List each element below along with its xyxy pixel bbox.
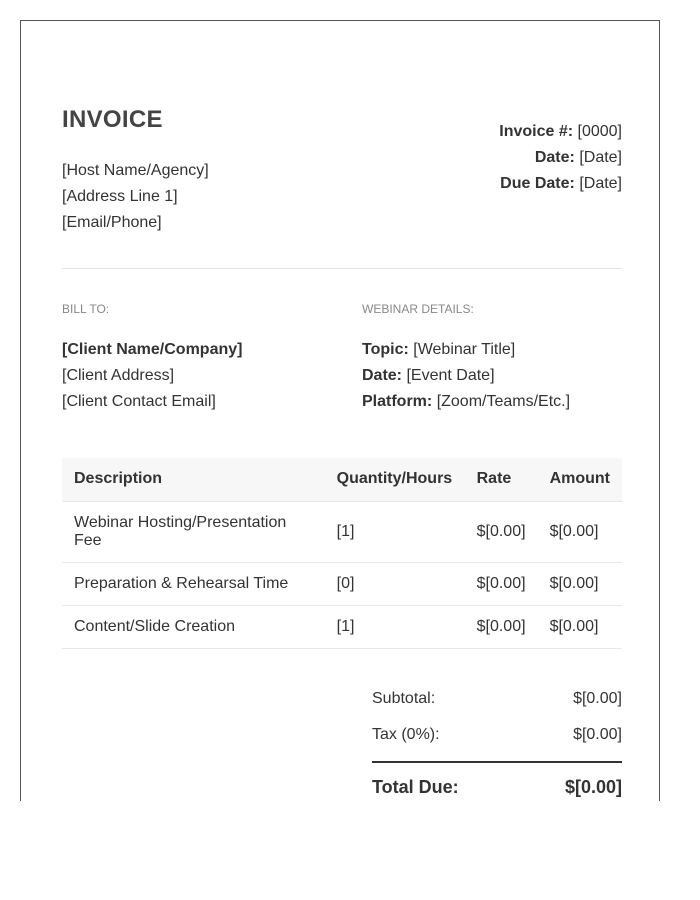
header-quantity: Quantity/Hours xyxy=(325,458,465,501)
event-date-label: Date: xyxy=(362,367,403,384)
header-amount: Amount xyxy=(538,458,622,501)
invoice-number-label: Invoice #: xyxy=(499,123,574,140)
platform-label: Platform: xyxy=(362,393,433,410)
row-quantity: [1] xyxy=(325,605,465,648)
sender-block xyxy=(62,158,209,236)
bill-to-block xyxy=(62,337,242,415)
row-quantity: [1] xyxy=(325,501,465,562)
sender-contact: [Email/Phone] xyxy=(62,214,162,231)
total-due-label: Total Due: xyxy=(372,776,459,797)
invoice-due-row xyxy=(499,171,622,197)
invoice-date-value: [Date] xyxy=(579,149,622,166)
row-amount: $[0.00] xyxy=(538,562,622,605)
subtotal-value: $[0.00] xyxy=(573,690,622,707)
invoice-due-label: Due Date: xyxy=(500,175,575,192)
subtotal-label: Subtotal: xyxy=(372,690,436,707)
event-date-row xyxy=(362,363,570,389)
invoice-date-label: Date: xyxy=(534,149,575,166)
table-row xyxy=(62,562,622,605)
topic-row xyxy=(362,337,570,363)
total-due-value: $[0.00] xyxy=(564,776,622,797)
table-row xyxy=(62,605,622,648)
invoice-page xyxy=(20,20,660,801)
total-due-row xyxy=(372,761,622,811)
subtotal-row xyxy=(372,681,622,717)
row-description: Content/Slide Creation xyxy=(62,605,325,648)
header-divider xyxy=(62,268,622,269)
row-quantity: [0] xyxy=(325,562,465,605)
row-amount: $[0.00] xyxy=(538,501,622,562)
topic-value: [Webinar Title] xyxy=(413,341,516,358)
bill-to-label: BILL TO: xyxy=(62,302,110,316)
invoice-meta xyxy=(499,119,622,197)
invoice-number-row xyxy=(499,119,622,145)
header-rate: Rate xyxy=(465,458,538,501)
row-description: Preparation & Rehearsal Time xyxy=(62,562,325,605)
tax-row xyxy=(372,717,622,753)
tax-value: $[0.00] xyxy=(573,726,622,743)
row-rate: $[0.00] xyxy=(465,562,538,605)
row-amount: $[0.00] xyxy=(538,605,622,648)
row-rate: $[0.00] xyxy=(465,501,538,562)
tax-label: Tax (0%): xyxy=(372,726,440,743)
line-items-table xyxy=(62,458,622,649)
invoice-date-row xyxy=(499,145,622,171)
client-name: [Client Name/Company] xyxy=(62,341,243,358)
sender-address: [Address Line 1] xyxy=(62,188,178,205)
platform-value: [Zoom/Teams/Etc.] xyxy=(436,393,571,410)
topic-label: Topic: xyxy=(362,341,409,358)
client-address: [Client Address] xyxy=(62,367,175,384)
invoice-due-value: [Date] xyxy=(579,175,622,192)
client-email: [Client Contact Email] xyxy=(62,393,216,410)
platform-row xyxy=(362,389,570,415)
invoice-title: INVOICE xyxy=(62,106,163,133)
totals-block xyxy=(372,681,622,811)
sender-name: [Host Name/Agency] xyxy=(62,162,209,179)
event-date-value: [Event Date] xyxy=(406,367,495,384)
row-description: Webinar Hosting/Presentation Fee xyxy=(62,501,325,562)
row-rate: $[0.00] xyxy=(465,605,538,648)
header-description: Description xyxy=(62,458,325,501)
webinar-details-block xyxy=(362,337,570,415)
table-row xyxy=(62,501,622,562)
invoice-number-value: [0000] xyxy=(577,123,622,140)
webinar-details-label: WEBINAR DETAILS: xyxy=(362,302,474,316)
table-header-row xyxy=(62,458,622,501)
